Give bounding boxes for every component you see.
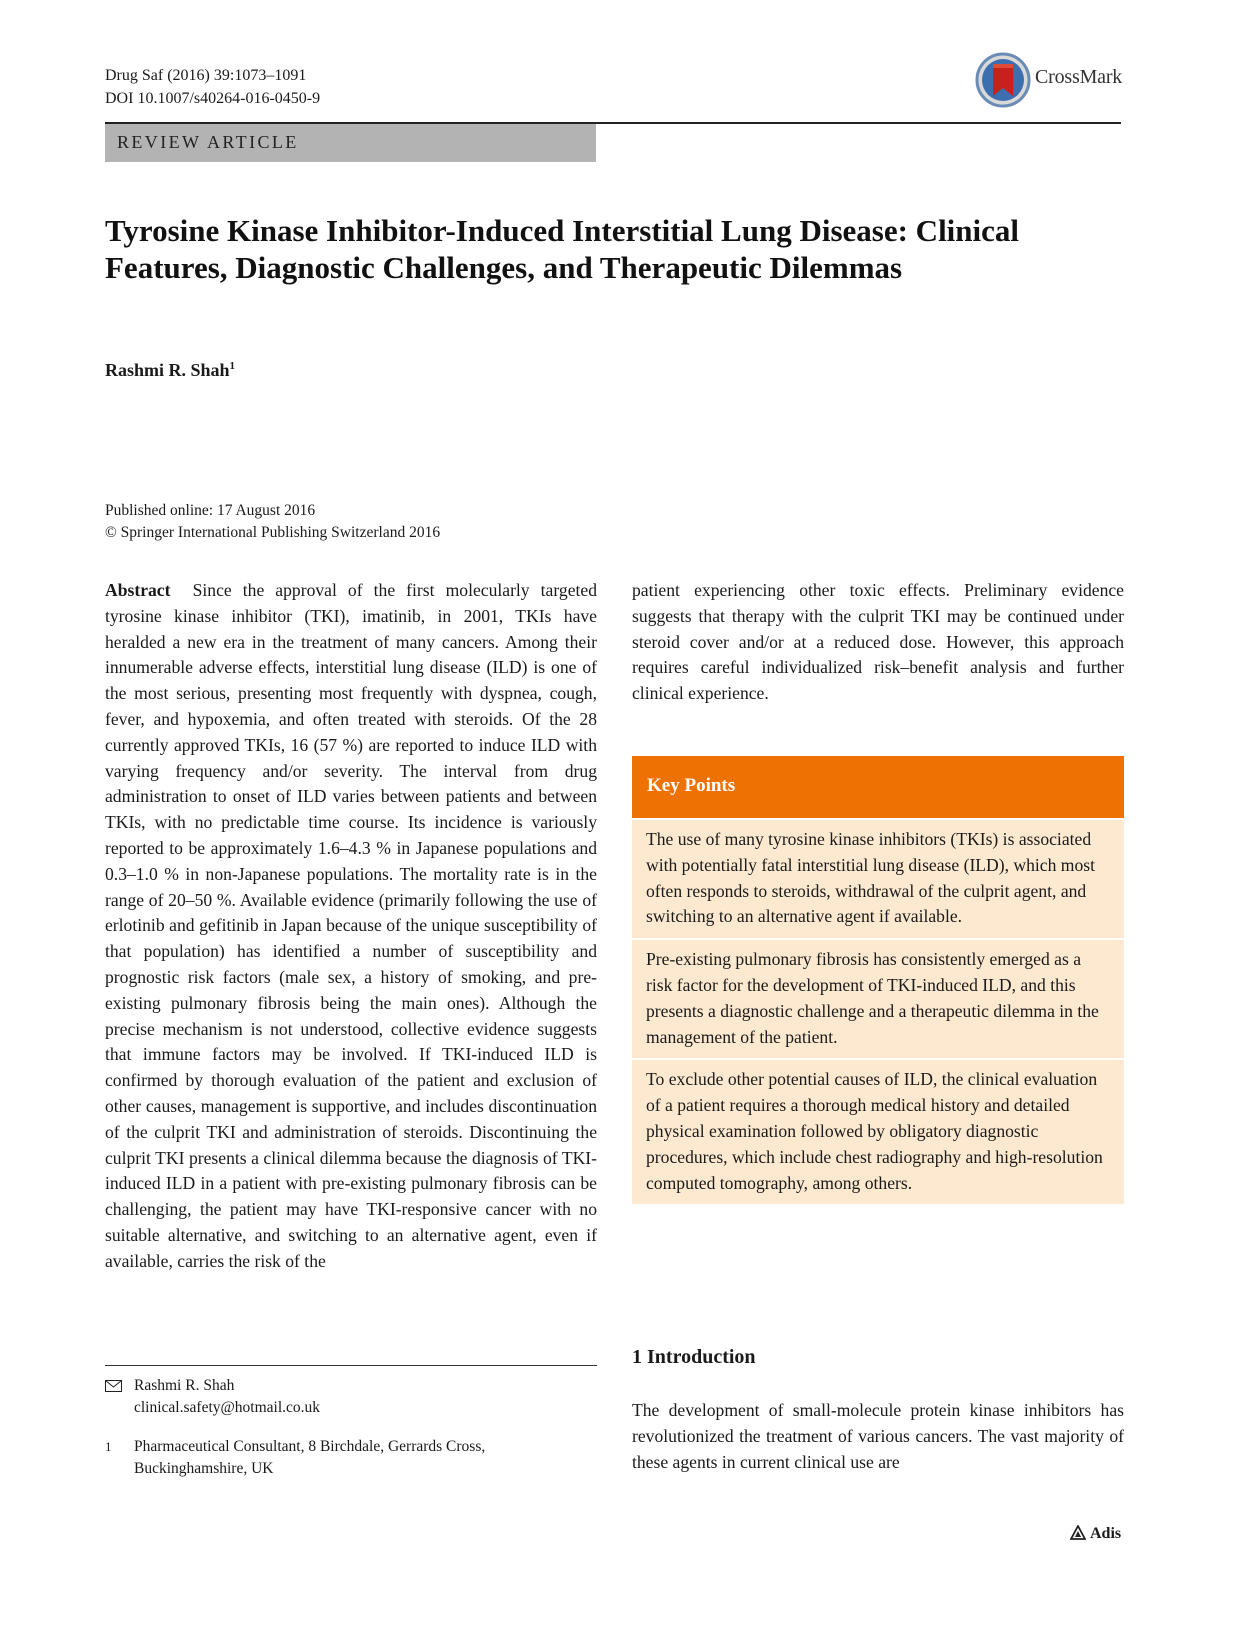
publisher-logo [1070,1525,1121,1543]
section-heading-introduction: 1 Introduction [632,1346,756,1368]
article-title: Tyrosine Kinase Inhibitor-Induced Interstitial Lung Disease: Clinical Features, Diagnostic Challenges, and Therapeutic Dilemmas [105,213,1020,285]
key-points-header [632,756,1124,818]
author-line [105,360,235,381]
affiliation-line-1: Pharmaceutical Consultant, 8 Birchdale, Gerrards Cross, [134,1438,486,1455]
abstract-text-continued: patient experiencing other toxic effects. Preliminary evidence suggests that therapy with the culprit TKI may be continued under steroid cover and/or at a reduced dose. However, this approach requires careful individualized risk–benefit analysis and further clinical experience. [632,580,1124,704]
affiliation-mark: 1 [105,1439,112,1454]
abstract-right-column [632,578,1124,707]
journal-volume: Drug Saf (2016) 39:1073–1091 [105,67,307,84]
author-affiliation-mark: 1 [229,360,236,372]
affiliation-note [105,1436,597,1480]
article-type-label: REVIEW ARTICLE [117,132,299,152]
crossmark-label: CrossMark [1035,66,1123,88]
article-type-bar [105,124,596,162]
key-point-item: To exclude other potential causes of ILD, the clinical evaluation of a patient requires a thorough medical history and detailed physical examination followed by obligatory diagnostic procedures, which include chest radiography and high-resolution computed tomography, among others. [632,1058,1124,1204]
crossmark-badge[interactable] [975,48,1125,108]
abstract-left-column [105,578,597,1275]
author-name[interactable]: Rashmi R. Shah [105,360,230,380]
journal-doi[interactable]: DOI 10.1007/s40264-016-0450-9 [105,90,321,107]
affiliation-line-2: Buckinghamshire, UK [134,1460,274,1477]
contact-email[interactable]: clinical.safety@hotmail.co.uk [134,1399,321,1416]
publisher-name: Adis [1090,1525,1122,1542]
publication-info [105,500,440,544]
published-online: Published online: 17 August 2016 [105,502,316,519]
key-point-item: Pre-existing pulmonary fibrosis has consistently emerged as a risk factor for the development of TKI-induced ILD, and this presents a diagnostic challenge and a therapeutic dilemma in the management of the patient. [632,938,1124,1058]
key-points-heading: Key Points [647,775,736,796]
adis-triangle-icon [1070,1525,1086,1540]
abstract-text: Since the approval of the first molecularly targeted tyrosine kinase inhibitor (TKI), imatinib, in 2001, TKIs have heralded a new era in the treatment of many cancers. Among their innumerable adverse effects, interstitial lung disease (ILD) is one of the most serious, presenting most frequently with dyspnea, cough, fever, and hypoxemia, and often treated with steroids. Of the 28 currently approved TKIs, 16 (57 %) are reported to induce ILD with varying frequency and/or severity. The interval from drug administration to onset of ILD varies between patients and between TKIs, with no predictable time course. Its incidence is variously reported to be approximately 1.6–4.3 % in Japanese populations and 0.3–1.0 % in non-Japanese populations. The mortality rate is in the range of 20–50 %. Available evidence (primarily following the use of erlotinib and gefitinib in Japan because of the unique susceptibility of that population) has identified a number of susceptibility and prognostic risk factors (male sex, a history of smoking, and pre-existing pulmonary fibrosis being the main ones). Although the precise mechanism is not understood, collective evidence suggests that immune factors may be involved. If TKI-induced ILD is confirmed by thorough evaluation of the patient and exclusion of other causes, management is supportive, and includes discontinuation of the culprit TKI and administration of steroids. Discontinuing the culprit TKI presents a clinical dilemma because the diagnosis of TKI-induced ILD in a patient with pre-existing pulmonary fibrosis can be challenging, the patient may have TKI-responsive cancer with no suitable alternative, and switching to an alternative agent, even if available, carries the risk of the [105,580,598,1271]
footnotes [105,1375,597,1480]
key-points-box [632,756,1124,1204]
journal-citation [105,64,320,110]
abstract-label: Abstract [105,580,171,600]
correspondence-note [105,1375,597,1419]
introduction-text: The development of small-molecule protein kinase inhibitors has revolutionized the treatment of various cancers. The vast majority of these agents in current clinical use are [632,1400,1124,1472]
crossmark-icon [975,52,1031,108]
envelope-icon [105,1380,122,1392]
footnote-rule [105,1365,597,1366]
copyright-notice: © Springer International Publishing Switzerland 2016 [105,524,441,541]
key-point-item: The use of many tyrosine kinase inhibitors (TKIs) is associated with potentially fatal interstitial lung disease (ILD), which most often responds to steroids, withdrawal of the culprit agent, and switching to an alternative agent if available. [632,818,1124,938]
contact-name: Rashmi R. Shah [134,1377,235,1394]
